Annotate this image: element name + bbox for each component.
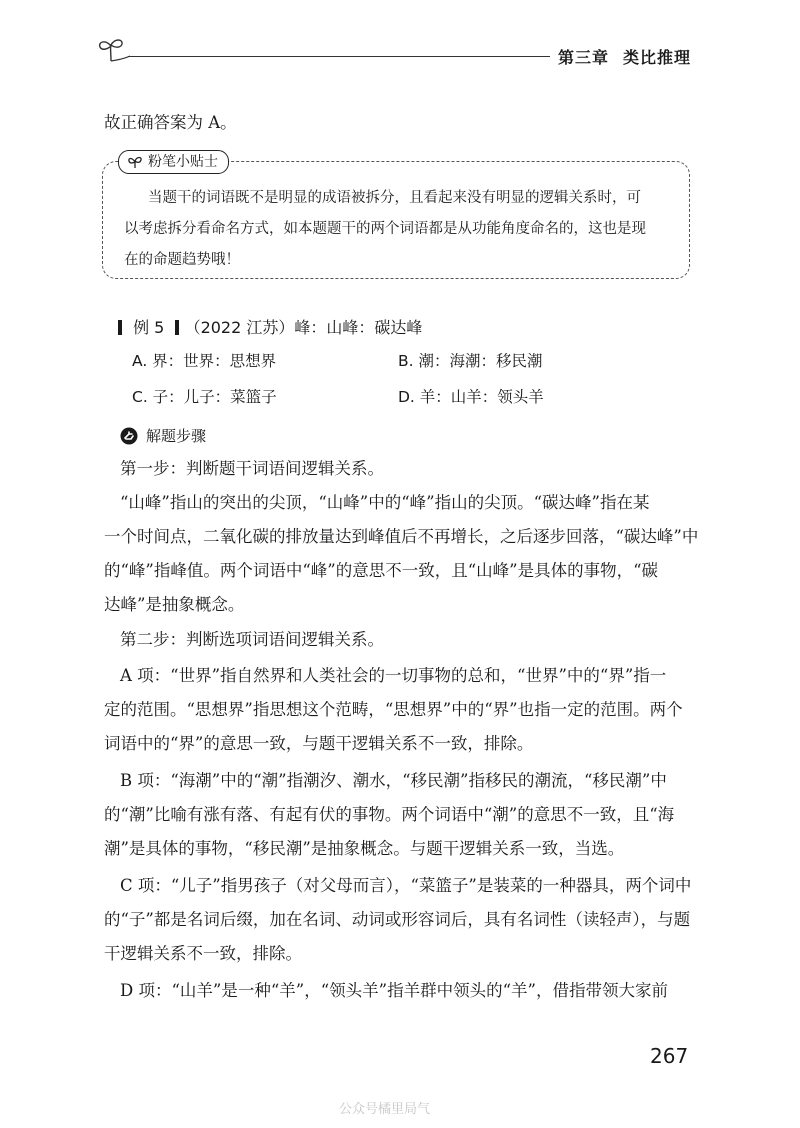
example-source: （2022 江苏）峰：山峰：碳达峰 bbox=[184, 318, 423, 337]
sprout-icon bbox=[127, 155, 143, 169]
chapter-heading bbox=[558, 45, 691, 68]
body-line: 的“峰”指峰值。两个词语中“峰”的意思不一致，且“山峰”是具体的事物，“碳 bbox=[104, 561, 659, 580]
body-line: 达峰”是抽象概念。 bbox=[104, 595, 245, 614]
body-line: D 项：“山羊”是一种“羊”，“领头羊”指羊群中领头的“羊”，借指带领大家前 bbox=[120, 981, 668, 1000]
body-line: 词语中的“界”的意思一致，与题干逻辑关系不一致，排除。 bbox=[104, 734, 534, 753]
page-number: 267 bbox=[650, 1044, 689, 1068]
option-d: D. 羊：山羊：领头羊 bbox=[398, 388, 544, 406]
chapter-title: 类比推理 bbox=[623, 48, 692, 67]
steps-title: 解题步骤 bbox=[146, 427, 207, 445]
body-line: A 项：“世界”指自然界和人类社会的一切事物的总和，“世界”中的“界”指一 bbox=[120, 666, 667, 685]
steps-heading bbox=[120, 425, 206, 446]
bar-marker bbox=[175, 320, 179, 335]
sprout-icon bbox=[96, 36, 130, 62]
answer-line: 故正确答案为 A。 bbox=[104, 113, 237, 132]
body-line: 干逻辑关系不一致，排除。 bbox=[104, 944, 302, 963]
body-line: C 项：“儿子”指男孩子（对父母而言），“菜篮子”是装菜的一种器具，两个词中 bbox=[120, 876, 692, 895]
tip-line: 当题干的词语既不是明显的成语被拆分，且看起来没有明显的逻辑关系时，可 bbox=[148, 190, 641, 206]
example-label: 例 5 bbox=[133, 318, 165, 337]
watermark: 公众号橘里局气 bbox=[339, 1102, 431, 1117]
tip-title: 粉笔小贴士 bbox=[148, 154, 218, 170]
body-line: B 项：“海潮”中的“潮”指潮汐、潮水，“移民潮”指移民的潮流，“移民潮”中 bbox=[120, 771, 667, 790]
body-line: “山峰”指山的突出的尖顶，“山峰”中的“峰”指山的尖顶。“碳达峰”指在某 bbox=[120, 493, 650, 512]
tip-line: 在的命题趋势哦！ bbox=[124, 252, 240, 268]
body-line: 的“潮”比喻有涨有落、有起有伏的事物。两个词语中“潮”的意思不一致，且“海 bbox=[104, 805, 675, 824]
option-c: C. 子：儿子：菜篮子 bbox=[132, 388, 277, 406]
option-b: B. 潮：海潮：移民潮 bbox=[398, 352, 543, 370]
body-line: 定的范围。“思想界”指思想这个范畴，“思想界”中的“界”也指一定的范围。两个 bbox=[104, 700, 683, 719]
chapter-number: 第三章 bbox=[558, 48, 610, 67]
body-line: 一个时间点，二氧化碳的排放量达到峰值后不再增长，之后逐步回落，“碳达峰”中 bbox=[104, 527, 699, 546]
example-heading bbox=[118, 315, 422, 338]
tip-line: 以考虑拆分看命名方式，如本题题干的两个词语都是从功能角度命名的，这也是现 bbox=[124, 221, 646, 237]
body-line: 潮”是具体的事物，“移民潮”是抽象概念。与题干逻辑关系一致，当选。 bbox=[104, 839, 625, 858]
body-line: 的“子”都是名词后缀，加在名词、动词或形容词后，具有名词性（读轻声），与题 bbox=[104, 910, 691, 929]
pointing-hand-icon bbox=[120, 427, 138, 445]
header-rule bbox=[128, 56, 550, 57]
bar-marker bbox=[118, 320, 122, 335]
body-line: 第二步：判断选项词语间逻辑关系。 bbox=[120, 630, 384, 649]
body-line: 第一步：判断题干词语间逻辑关系。 bbox=[120, 459, 384, 478]
tip-badge bbox=[118, 150, 229, 174]
option-a: A. 界：世界：思想界 bbox=[132, 352, 277, 370]
